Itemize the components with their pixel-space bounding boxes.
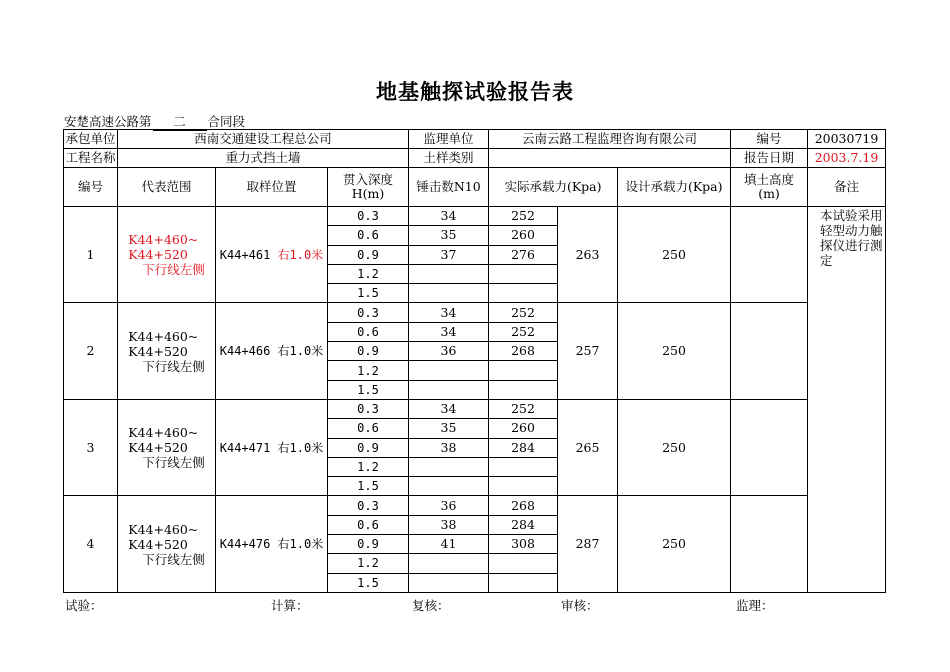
actual-capacity-cell: 260 xyxy=(489,419,558,438)
header-row-project xyxy=(64,149,886,168)
blows-cell: 34 xyxy=(409,303,489,322)
depth-cell: 1.2 xyxy=(328,554,409,573)
range-line3: 下行线左侧 xyxy=(142,455,205,471)
location-station: K44+476 xyxy=(219,537,278,552)
fill-height-cell xyxy=(731,303,808,399)
blows-cell: 38 xyxy=(409,438,489,457)
depth-cell: 0.9 xyxy=(328,438,409,457)
actual-capacity-cell xyxy=(489,380,558,399)
design-capacity: 250 xyxy=(618,303,731,399)
design-capacity: 250 xyxy=(618,496,731,592)
actual-capacity-cell xyxy=(489,457,558,476)
soil-type-label: 土样类别 xyxy=(409,149,489,168)
range-line2: K44+520 xyxy=(128,343,188,359)
actual-capacity-cell xyxy=(489,361,558,380)
signature-review: 复核： xyxy=(412,598,450,613)
data-row xyxy=(64,496,886,515)
design-capacity: 250 xyxy=(618,207,731,303)
col-header-fill-line2: (m) xyxy=(758,186,780,201)
location-offset: 右1.0米 xyxy=(277,440,324,455)
depth-cell: 0.3 xyxy=(328,496,409,515)
col-header-depth-line2: H(m) xyxy=(351,186,385,201)
location-offset: 右1.0米 xyxy=(277,537,324,552)
actual-capacity-average: 265 xyxy=(558,399,618,495)
location-station: K44+471 xyxy=(219,440,278,455)
blows-cell: 35 xyxy=(409,419,489,438)
depth-cell: 0.6 xyxy=(328,322,409,341)
location-offset: 右1.0米 xyxy=(277,344,324,359)
depth-cell: 0.3 xyxy=(328,207,409,226)
depth-cell: 0.6 xyxy=(328,226,409,245)
report-date-value: 2003.7.19 xyxy=(808,149,886,168)
blows-cell xyxy=(409,380,489,399)
signature-supervise: 监理： xyxy=(736,598,774,613)
fill-height-cell xyxy=(731,496,808,592)
range-line2: K44+520 xyxy=(128,440,188,456)
range-line2: K44+520 xyxy=(128,247,188,263)
actual-capacity-cell: 284 xyxy=(489,515,558,534)
depth-cell: 1.5 xyxy=(328,477,409,496)
col-header-depth xyxy=(328,168,409,207)
col-header-range: 代表范围 xyxy=(118,168,216,207)
range-line2: K44+520 xyxy=(128,536,188,552)
col-header-fill-line1: 填土高度 xyxy=(743,172,794,187)
blows-cell: 37 xyxy=(409,245,489,264)
fill-height-cell xyxy=(731,207,808,303)
actual-capacity-cell: 308 xyxy=(489,535,558,554)
range-line3: 下行线左侧 xyxy=(142,262,205,278)
project-label: 工程名称 xyxy=(64,149,118,168)
report-number-value: 20030719 xyxy=(808,130,886,149)
range-line1: K44+460~ xyxy=(128,521,199,537)
range-cell xyxy=(118,496,216,592)
col-header-actual-capacity: 实际承载力(Kpa) xyxy=(489,168,618,207)
depth-cell: 0.9 xyxy=(328,342,409,361)
design-capacity: 250 xyxy=(618,399,731,495)
depth-cell: 1.2 xyxy=(328,361,409,380)
blows-cell: 41 xyxy=(409,535,489,554)
blows-cell: 36 xyxy=(409,342,489,361)
blows-cell: 34 xyxy=(409,322,489,341)
col-header-design-capacity: 设计承载力(Kpa) xyxy=(618,168,731,207)
location-station: K44+466 xyxy=(219,344,278,359)
col-header-location: 取样位置 xyxy=(216,168,328,207)
depth-cell: 1.2 xyxy=(328,264,409,283)
point-number: 2 xyxy=(64,303,118,399)
point-number: 4 xyxy=(64,496,118,592)
signature-test: 试验： xyxy=(65,598,103,613)
range-cell xyxy=(118,303,216,399)
data-row xyxy=(64,303,886,322)
actual-capacity-cell xyxy=(489,554,558,573)
remark-note: 本试验采用轻型动力触探仪进行测定 xyxy=(808,207,886,593)
subtitle-prefix: 安楚高速公路第 xyxy=(64,114,152,129)
actual-capacity-cell: 252 xyxy=(489,322,558,341)
contractor-label: 承包单位 xyxy=(64,130,118,149)
actual-capacity-cell: 268 xyxy=(489,342,558,361)
depth-cell: 0.3 xyxy=(328,303,409,322)
blows-cell xyxy=(409,361,489,380)
actual-capacity-average: 263 xyxy=(558,207,618,303)
col-header-fill-height xyxy=(731,168,808,207)
range-line1: K44+460~ xyxy=(128,328,199,344)
blows-cell: 36 xyxy=(409,496,489,515)
signature-footer xyxy=(63,596,888,612)
range-line3: 下行线左侧 xyxy=(142,358,205,374)
depth-cell: 0.9 xyxy=(328,535,409,554)
actual-capacity-cell: 260 xyxy=(489,226,558,245)
actual-capacity-cell: 252 xyxy=(489,399,558,418)
depth-cell: 0.3 xyxy=(328,399,409,418)
depth-cell: 1.5 xyxy=(328,573,409,592)
supervisor-value: 云南云路工程监理咨询有限公司 xyxy=(489,130,731,149)
depth-cell: 1.5 xyxy=(328,380,409,399)
subtitle-suffix: 合同段 xyxy=(207,114,246,129)
actual-capacity-cell xyxy=(489,573,558,592)
data-row xyxy=(64,399,886,418)
report-date-label: 报告日期 xyxy=(731,149,808,168)
blows-cell xyxy=(409,573,489,592)
fill-height-cell xyxy=(731,399,808,495)
depth-cell: 0.6 xyxy=(328,515,409,534)
actual-capacity-average: 287 xyxy=(558,496,618,592)
location-offset: 右1.0米 xyxy=(277,247,324,262)
blows-cell xyxy=(409,457,489,476)
range-cell xyxy=(118,399,216,495)
actual-capacity-cell xyxy=(489,284,558,303)
supervisor-label: 监理单位 xyxy=(409,130,489,149)
blows-cell: 38 xyxy=(409,515,489,534)
col-header-depth-line1: 贯入深度 xyxy=(342,172,393,187)
actual-capacity-cell: 276 xyxy=(489,245,558,264)
blows-cell xyxy=(409,264,489,283)
actual-capacity-cell: 252 xyxy=(489,207,558,226)
sample-location xyxy=(216,303,328,399)
range-cell xyxy=(118,207,216,303)
blows-cell: 34 xyxy=(409,207,489,226)
range-line1: K44+460~ xyxy=(128,425,199,441)
blows-cell: 34 xyxy=(409,399,489,418)
header-row-contractor xyxy=(64,130,886,149)
report-title: 地基触探试验报告表 xyxy=(376,79,574,104)
point-number: 1 xyxy=(64,207,118,303)
point-number: 3 xyxy=(64,399,118,495)
depth-cell: 0.6 xyxy=(328,419,409,438)
depth-cell: 1.5 xyxy=(328,284,409,303)
report-number-label: 编号 xyxy=(731,130,808,149)
signature-audit: 审核： xyxy=(561,598,599,613)
sample-location xyxy=(216,207,328,303)
blows-cell xyxy=(409,554,489,573)
report-table xyxy=(63,129,886,593)
col-header-no: 编号 xyxy=(64,168,118,207)
data-row xyxy=(64,207,886,226)
blows-cell xyxy=(409,284,489,303)
location-station: K44+461 xyxy=(219,247,278,262)
col-header-remark: 备注 xyxy=(808,168,886,207)
actual-capacity-cell: 268 xyxy=(489,496,558,515)
actual-capacity-cell xyxy=(489,477,558,496)
actual-capacity-cell: 252 xyxy=(489,303,558,322)
blows-cell: 35 xyxy=(409,226,489,245)
sample-location xyxy=(216,496,328,592)
project-value: 重力式挡土墙 xyxy=(118,149,409,168)
range-line3: 下行线左侧 xyxy=(142,551,205,567)
depth-cell: 0.9 xyxy=(328,245,409,264)
actual-capacity-average: 257 xyxy=(558,303,618,399)
range-line1: K44+460~ xyxy=(128,232,199,248)
depth-cell: 1.2 xyxy=(328,457,409,476)
blows-cell xyxy=(409,477,489,496)
actual-capacity-cell xyxy=(489,264,558,283)
col-header-blows: 锤击数N10 xyxy=(409,168,489,207)
actual-capacity-cell: 284 xyxy=(489,438,558,457)
contractor-value: 西南交通建设工程总公司 xyxy=(118,130,409,149)
signature-calc: 计算： xyxy=(271,598,309,613)
soil-type-value xyxy=(489,149,731,168)
sample-location xyxy=(216,399,328,495)
contract-section-number: 二 xyxy=(153,112,207,131)
column-header-row xyxy=(64,168,886,207)
